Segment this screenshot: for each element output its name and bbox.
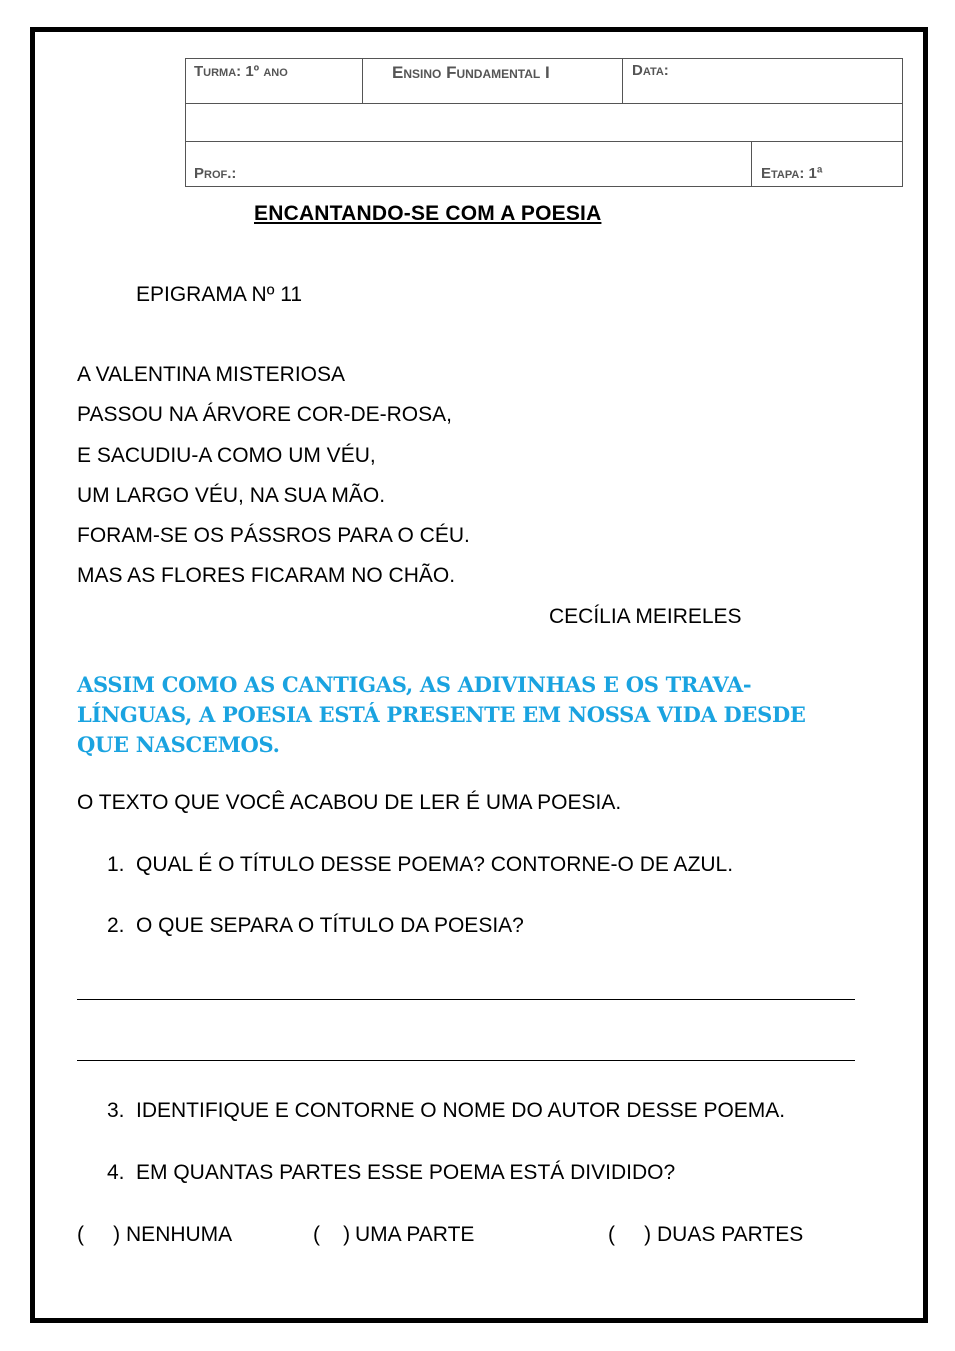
- prof-label: Prof.:: [194, 165, 237, 182]
- option-two-parts[interactable]: ( ) DUAS PARTES: [608, 1223, 804, 1246]
- option-checkbox[interactable]: ( ): [313, 1223, 350, 1246]
- option-checkbox[interactable]: ( ): [77, 1223, 121, 1246]
- poem-line: A VALENTINA MISTERIOSA: [77, 363, 346, 386]
- intro-text: O TEXTO QUE VOCÊ ACABOU DE LER É UMA POESIA.: [77, 791, 622, 814]
- poem-line: FORAM-SE OS PÁSSROS PARA O CÉU.: [77, 524, 470, 547]
- question-4: 4. EM QUANTAS PARTES ESSE POEMA ESTÁ DIVIDIDO?: [107, 1161, 676, 1184]
- answer-line[interactable]: [77, 1060, 855, 1061]
- answer-line[interactable]: [77, 999, 855, 1000]
- highlight-line: QUE NASCEMOS.: [77, 732, 280, 757]
- header-divider: [751, 141, 752, 186]
- etapa-label: Etapa: 1ª: [761, 165, 823, 182]
- question-1: 1. QUAL É O TÍTULO DESSE POEMA? CONTORNE-O DE AZUL.: [107, 853, 734, 876]
- turma-label: Turma: 1º ano: [194, 63, 288, 80]
- header-row-2: [186, 103, 902, 142]
- header-divider: [622, 59, 623, 103]
- highlight-line: ASSIM COMO AS CANTIGAS, AS ADIVINHAS E OS TRAVA-: [77, 672, 752, 697]
- poem-author: CECÍLIA MEIRELES: [549, 605, 742, 628]
- question-2: 2. O QUE SEPARA O TÍTULO DA POESIA?: [107, 914, 524, 937]
- highlight-line: LÍNGUAS, A POESIA ESTÁ PRESENTE EM NOSSA VIDA DESDE: [77, 702, 806, 727]
- school-level: Ensino Fundamental I: [392, 63, 550, 82]
- page-title: ENCANTANDO-SE COM A POESIA: [254, 202, 602, 225]
- data-label: Data:: [632, 62, 669, 79]
- poem-line: MAS AS FLORES FICARAM NO CHÃO.: [77, 564, 456, 587]
- poem-line: UM LARGO VÉU, NA SUA MÃO.: [77, 484, 386, 507]
- highlight-paragraph: [77, 670, 877, 760]
- option-none[interactable]: ( ) NENHUMA: [77, 1223, 233, 1246]
- poem-line: PASSOU NA ÁRVORE COR-DE-ROSA,: [77, 403, 452, 426]
- question-3: 3. IDENTIFIQUE E CONTORNE O NOME DO AUTOR DESSE POEMA.: [107, 1099, 786, 1122]
- option-checkbox[interactable]: ( ): [608, 1223, 652, 1246]
- header-row-1: [186, 59, 902, 104]
- header-divider: [362, 59, 363, 103]
- poem-line: E SACUDIU-A COMO UM VÉU,: [77, 444, 376, 467]
- option-one-part[interactable]: ( ) UMA PARTE: [313, 1223, 475, 1246]
- header-table: [185, 58, 903, 187]
- poem-label: EPIGRAMA Nº 11: [136, 283, 303, 306]
- header-row-3: [186, 141, 902, 186]
